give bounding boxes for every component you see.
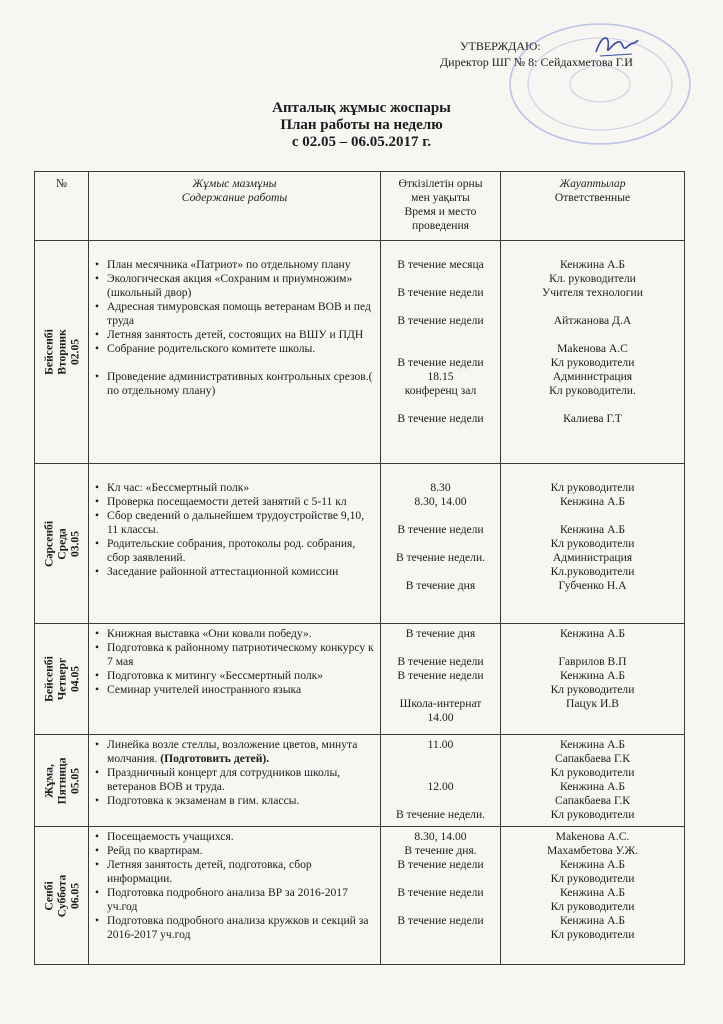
responsible-cell: Кенжина А.Б Гаврилов В.П Кенжина А.Б Кл руководители Пацук И.В bbox=[501, 624, 685, 735]
content-cell bbox=[89, 827, 381, 965]
list-item: • Линейка возле стеллы, возложение цветов, минута молчания. (Подготовить детей). bbox=[107, 738, 376, 766]
day-label-cell: Жұма, Пятница 05.05 bbox=[35, 735, 89, 827]
list-item: • Экологическая акция «Сохраним и приумножим» (школьный двор) bbox=[107, 272, 376, 300]
list-item: • Подготовка подробного анализа кружков и секций за 2016-2017 уч.год bbox=[107, 914, 376, 942]
responsible-cell: Кл руководители Кенжина А.Б Кенжина А.Б Кл руководители Администрация Кл.руководители Губченко Н.А bbox=[501, 464, 685, 624]
approve-label: УТВЕРЖДАЮ: bbox=[460, 39, 541, 53]
header-time-place: Өткізілетін орны мен уақыты Время и место проведения bbox=[381, 172, 501, 241]
list-item: • План месячника «Патриот» по отдельному плану bbox=[107, 258, 376, 272]
table-row bbox=[35, 827, 685, 965]
document-title bbox=[0, 100, 723, 151]
header-content: Жұмыс мазмұны Содержание работы bbox=[89, 172, 381, 241]
title-kaz: Апталық жұмыс жоспары bbox=[272, 100, 451, 116]
list-item: • Заседание районной аттестационной комиссии bbox=[107, 565, 376, 579]
responsible-cell: Маkенова А.С. Махамбетова У.Ж. Кенжина А.Б Кл руководители Кенжина А.Б Кл руководители Кенжина А.Б Кл руководители bbox=[501, 827, 685, 965]
time-cell: 8.30 8.30, 14.00 В течение недели В течение недели. В течение дня bbox=[381, 464, 501, 624]
list-item: • Родительские собрания, протоколы род. собрания, сбор заявлений. bbox=[107, 537, 376, 565]
list-item: • Праздничный концерт для сотрудников школы, ветеранов ВОВ и труда. bbox=[107, 766, 376, 794]
list-item: • Подготовка к районному патриотическому конкурсу к 7 мая bbox=[107, 641, 376, 669]
day-label-cell: Сенбі Суббота 06.05 bbox=[35, 827, 89, 965]
list-item: • Летняя занятость детей, состоящих на ВШУ и ПДН bbox=[107, 328, 376, 342]
content-cell bbox=[89, 735, 381, 827]
list-item: • Подготовка к экзаменам в гим. классы. bbox=[107, 794, 376, 808]
time-cell: В течение месяца В течение недели В течение недели В течение недели 18.15 конференц зал В течение недели bbox=[381, 241, 501, 464]
list-item: • Проведение административных контрольных срезов.( по отдельному плану) bbox=[107, 370, 376, 398]
table-header-row bbox=[35, 172, 685, 241]
list-item: • Книжная выставка «Они ковали победу». bbox=[107, 627, 376, 641]
list-item: • Подготовка к митингу «Бессмертный полк» bbox=[107, 669, 376, 683]
list-item: • Летняя занятость детей, подготовка, сбор информации. bbox=[107, 858, 376, 886]
list-item: • Адресная тимуровская помощь ветеранам ВОВ и пед труда bbox=[107, 300, 376, 328]
list-item: • Семинар учителей иностранного языка bbox=[107, 683, 376, 697]
content-cell bbox=[89, 241, 381, 464]
director-line: Директор ШГ № 8: Сейдахметова Г.И bbox=[440, 55, 633, 69]
time-cell: 8.30, 14.00 В течение дня. В течение недели В течение недели В течение недели bbox=[381, 827, 501, 965]
content-cell bbox=[89, 464, 381, 624]
title-dates: с 02.05 – 06.05.2017 г. bbox=[291, 134, 432, 150]
work-plan-table bbox=[34, 171, 685, 965]
list-item: • Проверка посещаемости детей занятий с 5-11 кл bbox=[107, 495, 376, 509]
table-row bbox=[35, 735, 685, 827]
day-label-cell: Сәрсенбі Среда 03.05 bbox=[35, 464, 89, 624]
list-item: • Рейд по квартирам. bbox=[107, 844, 376, 858]
day-label-cell: Бейсенбі Вторник 02.05 bbox=[35, 241, 89, 464]
responsible-cell: Кенжина А.Б Сапакбаева Г.К Кл руководители Кенжина А.Б Сапакбаева Г.К Кл руководители bbox=[501, 735, 685, 827]
list-item: • Собрание родительского комитете школы. bbox=[107, 342, 376, 356]
header-responsible: Жауаптылар Ответственные bbox=[501, 172, 685, 241]
content-cell bbox=[89, 624, 381, 735]
list-item: • Посещаемость учащихся. bbox=[107, 830, 376, 844]
title-rus: План работы на неделю bbox=[280, 117, 443, 133]
responsible-cell: Кенжина А.Б Кл. руководители Учителя технологии Айтжанова Д.А Маkенова А.С Кл руководители Администрация Кл руководители. Калиева Г.Т bbox=[501, 241, 685, 464]
list-item: • Подготовка подробного анализа ВР за 2016-2017 уч.год bbox=[107, 886, 376, 914]
day-label-cell: Бейсенбі Четверг 04.05 bbox=[35, 624, 89, 735]
list-item: • Сбор сведений о дальнейшем трудоустройстве 9,10, 11 классы. bbox=[107, 509, 376, 537]
list-item: • Кл час: «Бессмертный полк» bbox=[107, 481, 376, 495]
signature-icon bbox=[592, 30, 642, 62]
table-row bbox=[35, 241, 685, 464]
header-num: № bbox=[35, 172, 89, 241]
time-cell: В течение дня В течение недели В течение недели Школа-интернат 14.00 bbox=[381, 624, 501, 735]
time-cell: 11.00 12.00 В течение недели. bbox=[381, 735, 501, 827]
table-row bbox=[35, 464, 685, 624]
table-row bbox=[35, 624, 685, 735]
